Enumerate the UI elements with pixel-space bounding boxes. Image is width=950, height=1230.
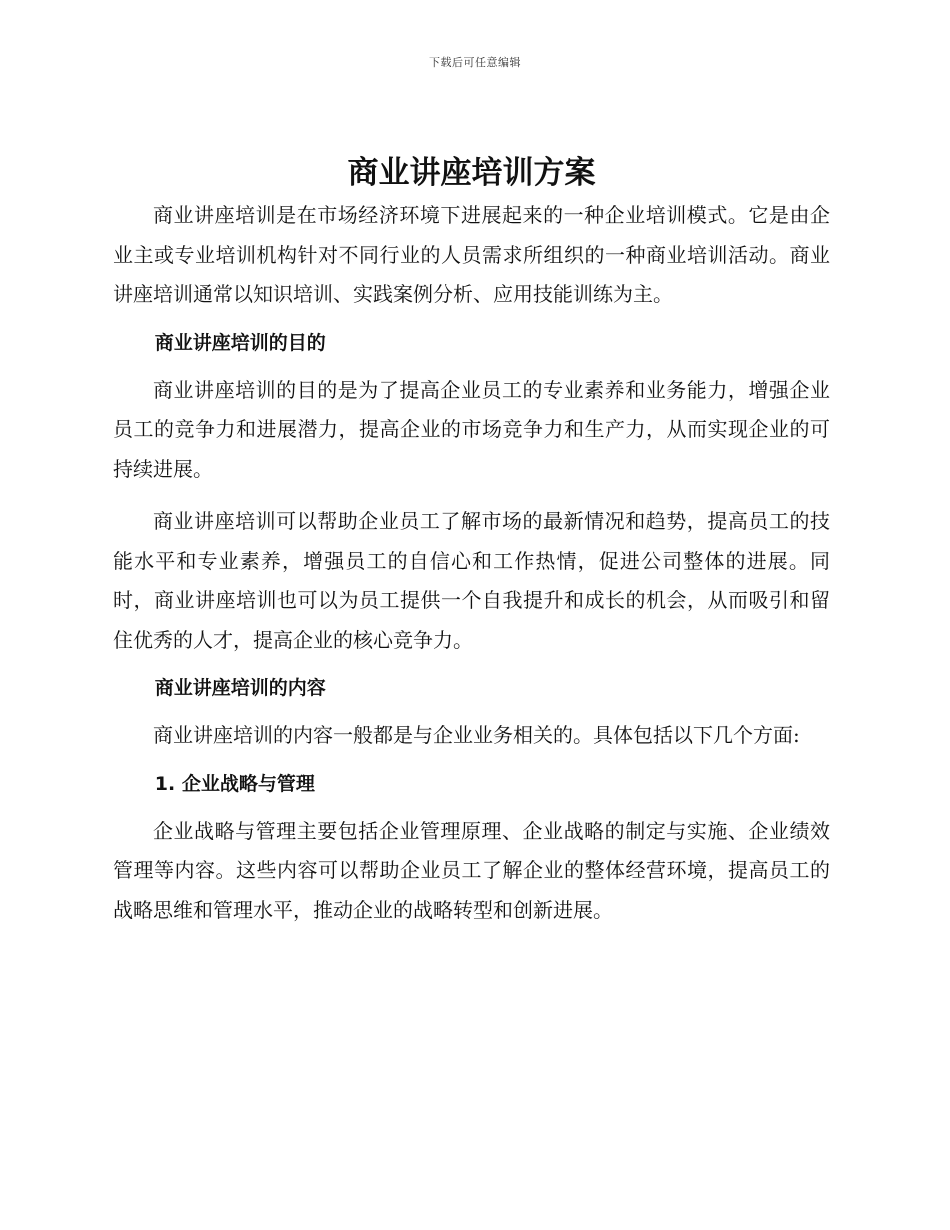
purpose-paragraph-1: 商业讲座培训的目的是为了提高企业员工的专业素养和业务能力，增强企业员工的竞争力和进展潜力，提高企业的市场竞争力和生产力，从而实现企业的可持续进展。: [113, 377, 830, 481]
section-heading-content: 商业讲座培训的内容: [154, 677, 326, 699]
document-content: [113, 150, 830, 930]
content-paragraph: 商业讲座培训的内容一般都是与企业业务相关的。具体包括以下几个方面:: [153, 723, 800, 747]
intro-paragraph: 商业讲座培训是在市场经济环境下进展起来的一种企业培训模式。它是由企业主或专业培训机构针对不同行业的人员需求所组织的一种商业培训活动。商业讲座培训通常以知识培训、实践案例分析、应用技能训练为主。: [113, 203, 830, 306]
spacer: [113, 363, 830, 371]
spacer: [113, 756, 830, 764]
purpose-paragraph-2: 商业讲座培训可以帮助企业员工了解市场的最新情况和趋势，提高员工的技能水平和专业素养，增强员工的自信心和工作热情，促进公司整体的进展。同时，商业讲座培训也可以为员工提供一个自我提升和成长的机会，从而吸引和留住优秀的人才，提高企业的核心竞争力。: [113, 509, 830, 652]
header-note: 下载后可任意编辑: [429, 56, 521, 69]
spacer: [113, 708, 830, 716]
subsection-heading-strategy: 1. 企业战略与管理: [154, 772, 315, 795]
spacer: [113, 804, 830, 812]
spacer: [113, 660, 830, 668]
spacer: [113, 315, 830, 323]
spacer: [113, 489, 830, 502]
section-heading-purpose: 商业讲座培训的目的: [154, 331, 326, 354]
strategy-paragraph: 企业战略与管理主要包括企业管理原理、企业战略的制定与实施、企业绩效管理等内容。这些内容可以帮助企业员工了解企业的整体经营环境，提高员工的战略思维和管理水平，推动企业的战略转型和创新进展。: [113, 818, 830, 922]
document-title: 商业讲座培训方案: [347, 155, 596, 191]
